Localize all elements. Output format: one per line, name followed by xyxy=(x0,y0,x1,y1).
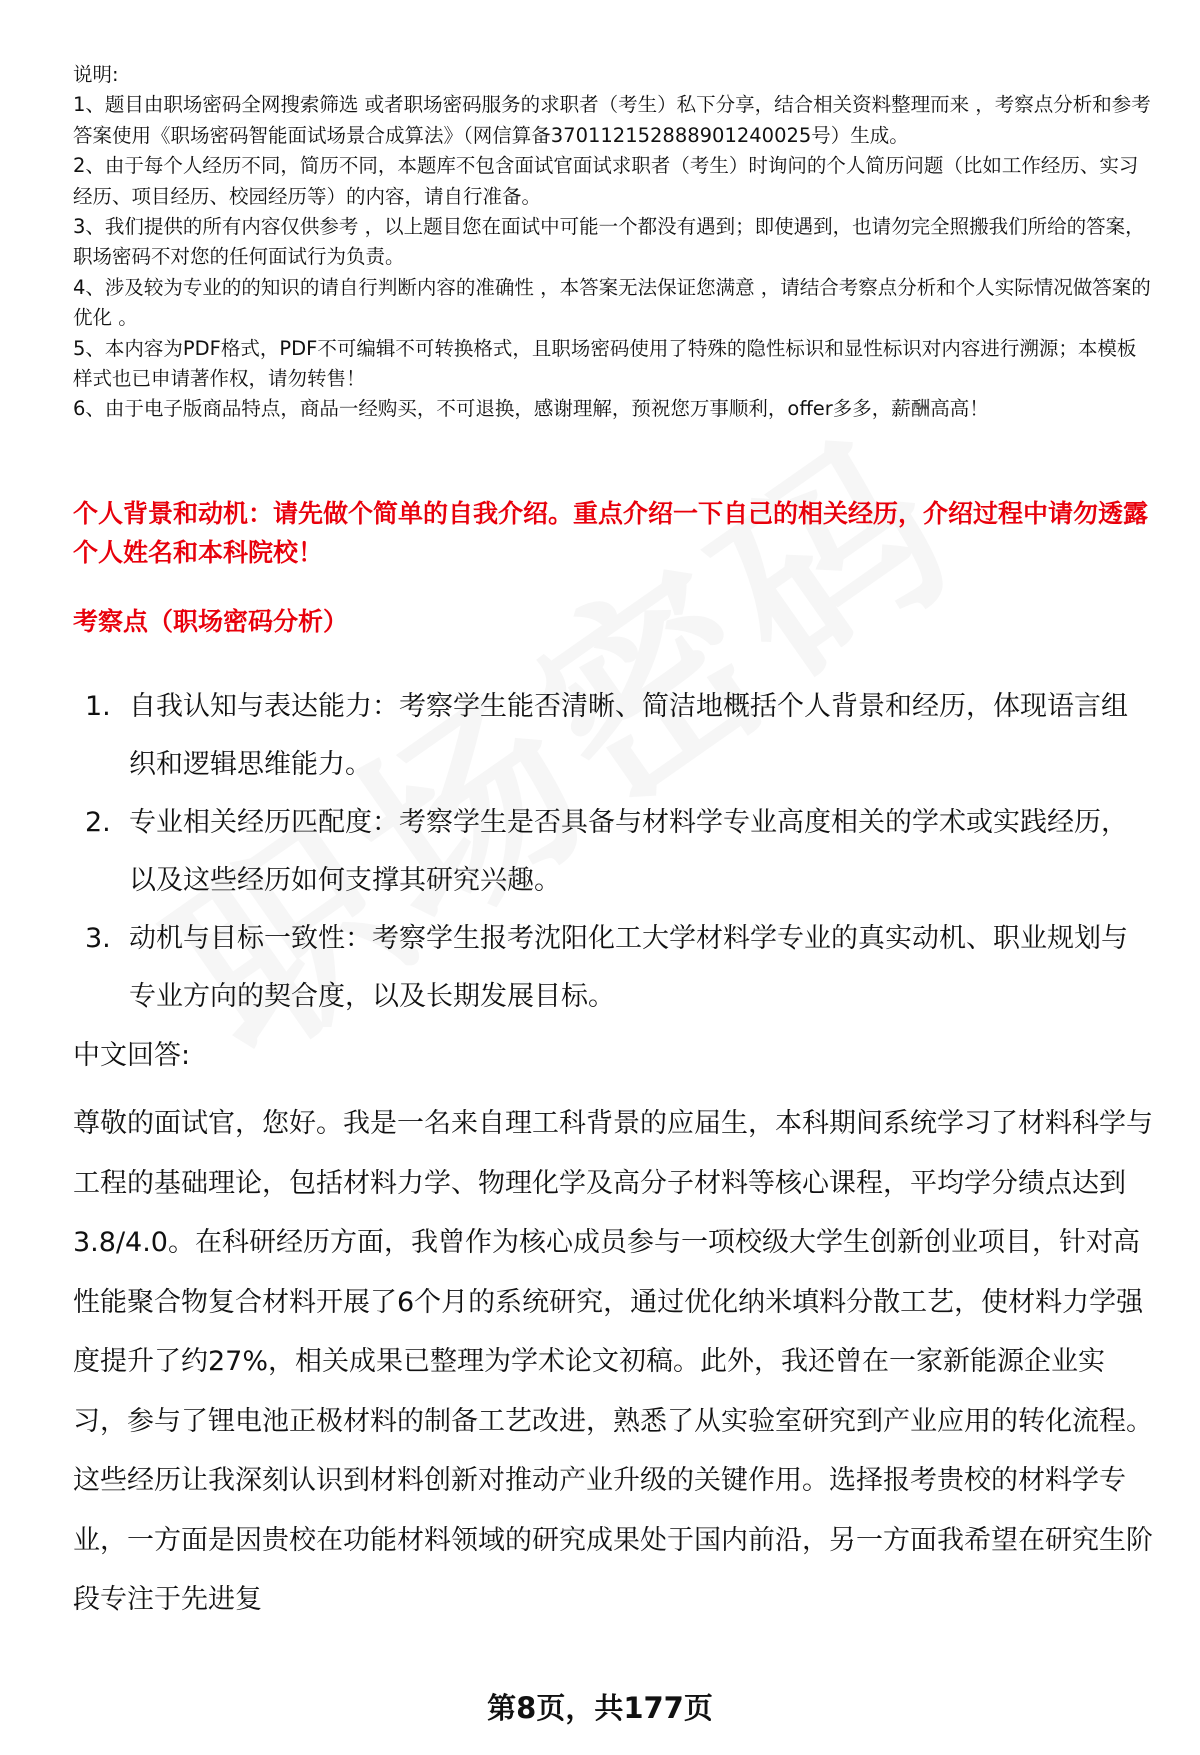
interview-question: 个人背景和动机：请先做个简单的自我介绍。重点介绍一下自己的相关经历，介绍过程中请勿透露个人姓名和本科院校！ xyxy=(73,499,1149,567)
focus-point xyxy=(73,794,1153,910)
focus-point xyxy=(73,678,1153,794)
notes-item: 4、涉及较为专业的的知识的请自行判断内容的准确性 ，本答案无法保证您满意 ，请结合考察点分析和个人实际情况做答案的优化 。 xyxy=(73,275,1151,330)
answer-body: 尊敬的面试官，您好。我是一名来自理工科背景的应届生，本科期间系统学习了材料科学与工程的基础理论，包括材料力学、物理化学及高分子材料等核心课程，平均学分绩点达到3.8/4.0。在科研经历方面，我曾作为核心成员参与一项校级大学生创新创业项目，针对高性能聚合物复合材料开展了6个月的系统研究，通过优化纳米填料分散工艺，使材料力学强度提升了约27%，相关成果已整理为学术论文初稿。此外，我还曾在一家新能源企业实习，参与了锂电池正极材料的制备工艺改进，熟悉了从实验室研究到产业应用的转化流程。这些经历让我深刻认识到材料创新对推动产业升级的关键作用。选择报考贵校的材料学专业，一方面是因贵校在功能材料领域的研究成果处于国内前沿，另一方面我希望在研究生阶段专注于先进复 xyxy=(73,1108,1153,1615)
focus-point-text: 专业相关经历匹配度：考察学生是否具备与材料学专业高度相关的学术或实践经历，以及这些经历如何支撑其研究兴趣。 xyxy=(129,807,1128,896)
focus-point-text: 自我认知与表达能力：考察学生能否清晰、简洁地概括个人背景和经历，体现语言组织和逻辑思维能力。 xyxy=(129,691,1128,780)
notes-item: 6、由于电子版商品特点，商品一经购买，不可退换，感谢理解，预祝您万事顺利，offer多多，薪酬高高！ xyxy=(73,397,989,421)
focus-point xyxy=(73,910,1153,1026)
focus-points-list xyxy=(73,678,1153,1026)
notes-item: 2、由于每个人经历不同，简历不同，本题库不包含面试官面试求职者（考生）时询问的个人简历问题（比如工作经历、实习经历、项目经历、校园经历等）的内容，请自行准备。 xyxy=(73,154,1139,208)
focus-point-text: 动机与目标一致性：考察学生报考沈阳化工大学材料学专业的真实动机、职业规划与专业方向的契合度，以及长期发展目标。 xyxy=(129,923,1128,1012)
focus-heading: 考察点（职场密码分析） xyxy=(73,607,349,636)
notes-item: 1、题目由职场密码全网搜索筛选 或者职场密码服务的求职者（考生）私下分享，结合相关资料整理而来 ，考察点分析和参考答案使用《职场密码智能面试场景合成算法》（网信算备370112152888901240025号）生成。 xyxy=(73,93,1151,147)
disclaimer-notes xyxy=(73,60,1153,425)
notes-title: 说明: xyxy=(73,63,119,86)
notes-item: 3、我们提供的所有内容仅供参考 ，以上题目您在面试中可能一个都没有遇到；即使遇到，也请勿完全照搬我们所给的答案，职场密码不对您的任何面试行为负责。 xyxy=(73,215,1145,269)
focus-point-number: 1. xyxy=(85,691,111,722)
focus-point-number: 2. xyxy=(85,807,111,838)
notes-item: 5、本内容为PDF格式，PDF不可编辑不可转换格式，且职场密码使用了特殊的隐性标识和显性标识对内容进行溯源；本模板样式也已申请著作权，请勿转售！ xyxy=(73,336,1137,391)
answer-heading: 中文回答: xyxy=(73,1040,191,1071)
page-number: 第8页，共177页 xyxy=(487,1691,713,1725)
focus-point-number: 3. xyxy=(85,923,111,954)
